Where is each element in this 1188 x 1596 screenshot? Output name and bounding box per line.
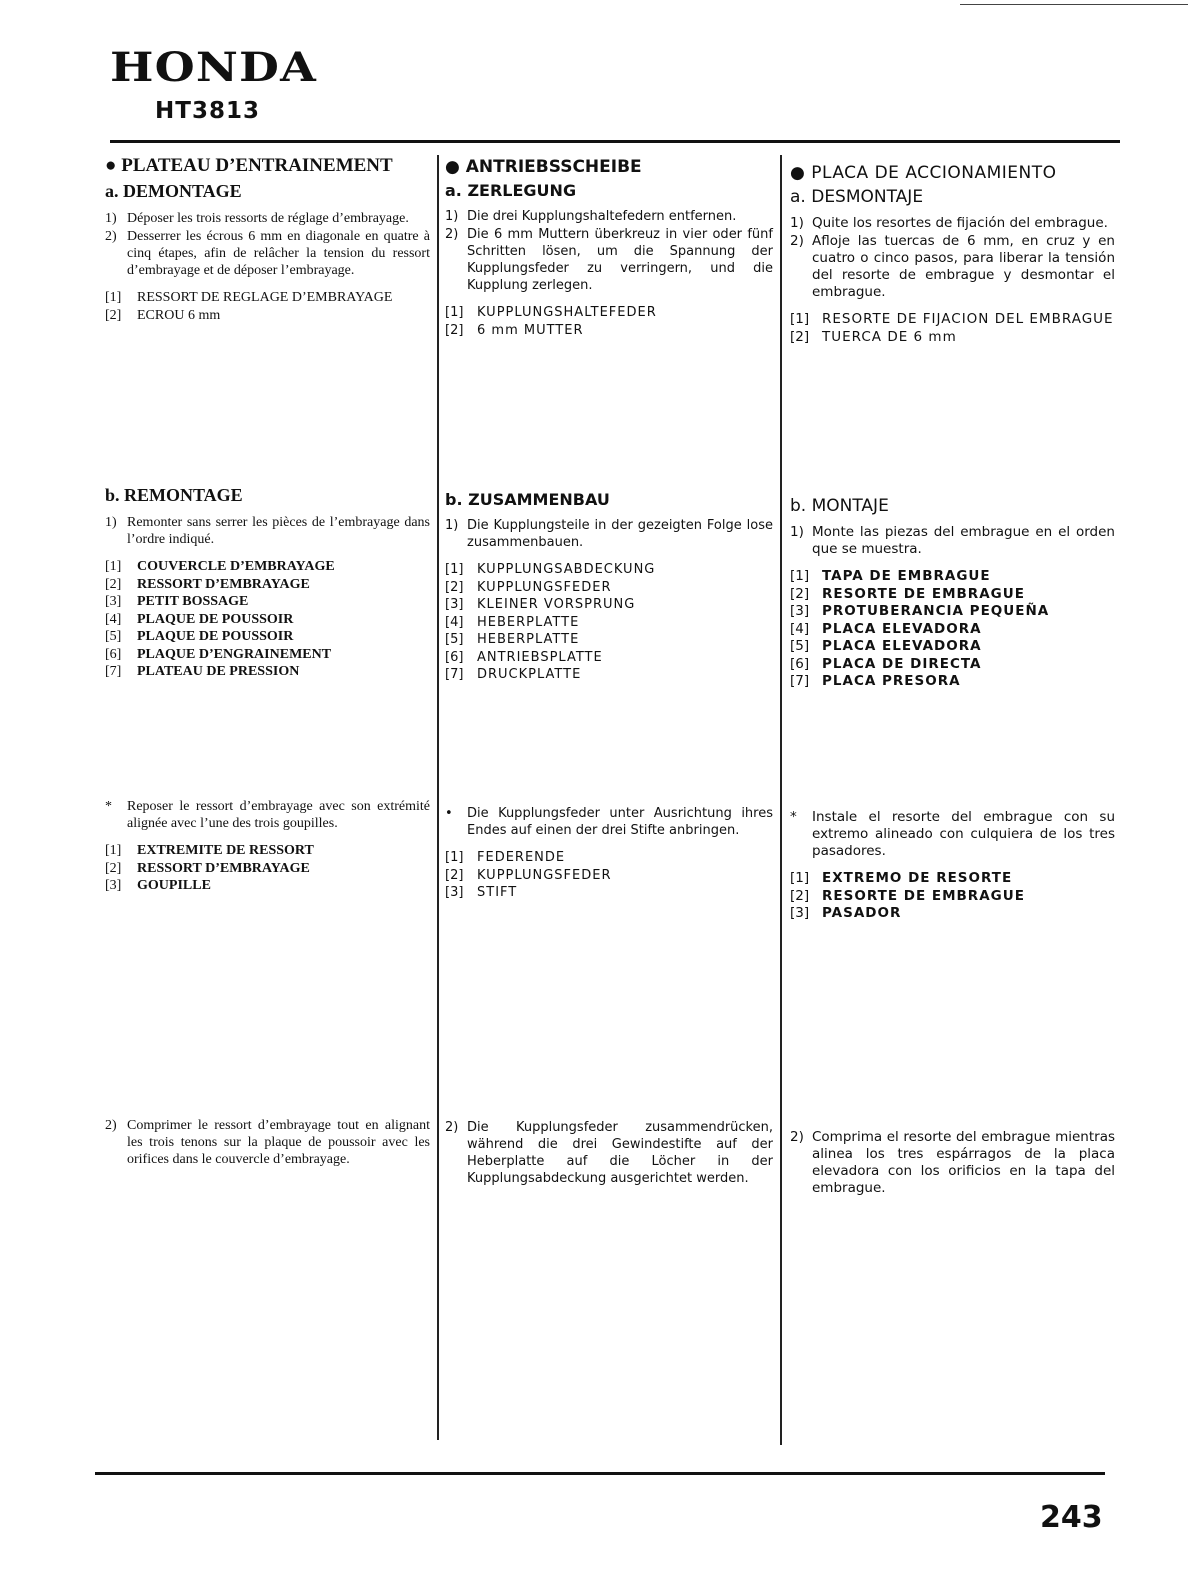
step-text: Comprima el resorte del embrague mientras alinea los tres espárragos de la placa elevadora con los orificios en la tapa del embrague. [812, 1129, 1115, 1196]
step-item [790, 524, 1115, 558]
step-item [445, 208, 773, 225]
reference-item [790, 638, 1115, 656]
section-compress [790, 1129, 1115, 1198]
step-text: Die Kupplungsfeder zusammendrücken, während die drei Gewindestifte auf der Heberplatte auf die Löcher in der Kupplungsabdeckung ausgerichtet werden. [467, 1120, 773, 1186]
section-note [445, 805, 773, 902]
step-number: 1) [445, 209, 459, 224]
header-rule [110, 140, 1120, 143]
reference-item [445, 596, 773, 614]
reference-label: KUPPLUNGSFEDER [477, 579, 612, 595]
reference-item [105, 307, 430, 325]
reference-number: [1] [445, 850, 464, 865]
reference-number: [1] [790, 870, 810, 886]
reference-label: RESORTE DE EMBRAGUE [822, 585, 1025, 602]
reference-item [105, 576, 430, 594]
step-number: 1) [105, 211, 117, 226]
reference-number: [2] [790, 887, 810, 904]
reference-list [445, 304, 773, 339]
reference-label: RESSORT D’EMBRAYAGE [137, 576, 310, 592]
reference-item [445, 867, 773, 885]
note-marker: * [790, 809, 797, 825]
reference-item [105, 558, 430, 576]
reference-item [790, 888, 1115, 906]
reference-item [445, 322, 773, 340]
column-divider-2 [780, 155, 782, 1445]
reference-number: [4] [445, 614, 464, 630]
reference-item [105, 593, 430, 611]
step-text: Die Kupplungsteile in der gezeigten Folge lose zusammenbauen. [467, 518, 773, 550]
step-item [105, 514, 430, 548]
section-assembly [445, 490, 773, 684]
subsection-title: a. DEMONTAGE [105, 181, 242, 201]
section-disassembly [445, 157, 773, 339]
step-item [105, 1117, 430, 1168]
note-text: Reposer le ressort d’embrayage avec son extrémité alignée avec l’une des trois goupilles. [127, 799, 430, 831]
section-compress [445, 1119, 773, 1188]
reference-number: [6] [790, 655, 810, 672]
reference-number: [2] [445, 867, 464, 883]
step-item [445, 226, 773, 294]
reference-label: RESSORT DE REGLAGE D’EMBRAYAGE [137, 290, 393, 305]
reference-number: [2] [790, 585, 810, 602]
note-item [445, 805, 773, 839]
section-assembly [790, 496, 1115, 691]
reference-label: PLACA ELEVADORA [822, 638, 982, 654]
reference-number: [3] [445, 597, 464, 612]
reference-list [445, 849, 773, 902]
reference-label: HEBERPLATTE [477, 632, 580, 647]
subsection-title: b. ZUSAMMENBAU [445, 490, 610, 509]
subsection-title: a. ZERLEGUNG [445, 181, 577, 200]
reference-label: GOUPILLE [137, 878, 211, 893]
reference-item [105, 663, 430, 681]
reference-label: KUPPLUNGSFEDER [477, 867, 612, 883]
reference-label: KLEINER VORSPRUNG [477, 597, 636, 612]
step-item [105, 228, 430, 279]
reference-label: RESORTE DE FIJACION DEL EMBRAGUE [822, 311, 1114, 327]
reference-item [445, 649, 773, 667]
reference-item [790, 870, 1115, 888]
reference-item [445, 304, 773, 322]
step-item [445, 1119, 773, 1187]
step-item [105, 210, 430, 227]
reference-number: [3] [445, 885, 464, 900]
reference-item [790, 586, 1115, 604]
reference-number: [2] [445, 322, 464, 338]
reference-item [105, 646, 430, 664]
reference-number: [2] [105, 576, 122, 592]
note-item [790, 809, 1115, 860]
step-item [790, 1129, 1115, 1197]
reference-label: PLAQUE DE POUSSOIR [137, 629, 294, 644]
reference-item [445, 579, 773, 597]
reference-number: [2] [445, 579, 464, 595]
reference-label: EXTREMITE DE RESSORT [137, 843, 314, 858]
reference-label: TAPA DE EMBRAGUE [822, 568, 991, 584]
reference-number: [1] [790, 568, 810, 584]
step-text: Die 6 mm Muttern überkreuz in vier oder fünf Schritten lösen, um die Spannung der Kupplungsfeder zu verringern, und die Kupplung zerlegen. [467, 227, 773, 293]
subsection-title: b. MONTAJE [790, 496, 889, 516]
section-title: ● PLATEAU D’ENTRAINEMENT [105, 155, 393, 176]
step-number: 1) [445, 518, 459, 533]
reference-item [105, 860, 430, 878]
page-number: 243 [1040, 1500, 1103, 1535]
step-number: 2) [105, 229, 117, 244]
step-number: 2) [790, 233, 804, 249]
reference-label: PLACA PRESORA [822, 673, 961, 689]
reference-label: STIFT [477, 885, 518, 900]
reference-item [445, 849, 773, 867]
note-marker: • [445, 806, 453, 821]
reference-number: [2] [105, 307, 122, 323]
brand-logo: HONDA [110, 44, 317, 91]
reference-number: [3] [790, 603, 810, 619]
reference-label: HEBERPLATTE [477, 614, 580, 630]
reference-label: PLAQUE D’ENGRAINEMENT [137, 646, 332, 662]
section-note [105, 798, 430, 895]
section-compress [105, 1117, 430, 1169]
reference-number: [3] [105, 594, 122, 609]
step-number: 2) [790, 1129, 804, 1145]
section-title: ● ANTRIEBSSCHEIBE [445, 157, 642, 177]
reference-number: [7] [105, 664, 122, 679]
subsection-title: b. REMONTAGE [105, 485, 243, 505]
reference-label: EXTREMO DE RESORTE [822, 870, 1013, 886]
section-assembly [105, 485, 430, 681]
reference-item [790, 905, 1115, 923]
reference-label: RESORTE DE EMBRAGUE [822, 887, 1025, 904]
reference-item [790, 656, 1115, 674]
reference-label: PROTUBERANCIA PEQUEÑA [822, 603, 1050, 619]
reference-label: PLAQUE DE POUSSOIR [137, 611, 294, 627]
reference-label: FEDERENDE [477, 850, 566, 865]
step-text: Déposer les trois ressorts de réglage d’embrayage. [127, 211, 409, 226]
reference-item [790, 311, 1115, 329]
step-text: Comprimer le ressort d’embrayage tout en alignant les trois tenons sur la plaque de poussoir avec les orifices dans le couvercle d’embrayage. [127, 1118, 430, 1167]
reference-label: PLACA ELEVADORA [822, 620, 982, 637]
note-text: Die Kupplungsfeder unter Ausrichtung ihres Endes auf einen der drei Stifte anbringen. [467, 806, 773, 838]
reference-item [790, 568, 1115, 586]
reference-number: [7] [445, 667, 464, 682]
step-number: 1) [105, 515, 117, 530]
step-item [790, 233, 1115, 301]
reference-number: [1] [790, 311, 810, 327]
section-disassembly [105, 155, 430, 324]
reference-number: [4] [790, 620, 810, 637]
step-number: 2) [445, 1120, 459, 1135]
reference-item [105, 842, 430, 860]
step-number: 2) [445, 227, 459, 242]
reference-number: [3] [105, 878, 122, 893]
reference-list [790, 568, 1115, 691]
reference-number: [5] [445, 632, 464, 647]
step-text: Desserrer les écrous 6 mm en diagonale en quatre à cinq étapes, afin de relâcher la tension du ressort d’embrayage et de déposer l’embrayage. [127, 229, 430, 278]
reference-number: [1] [445, 305, 464, 320]
step-text: Quite los resortes de fijación del embrague. [812, 215, 1108, 231]
note-item [105, 798, 430, 832]
step-number: 1) [790, 215, 804, 231]
column-divider-1 [437, 155, 439, 1440]
step-text: Monte las piezas del embrague en el orden que se muestra. [812, 524, 1115, 557]
reference-number: [4] [105, 611, 122, 627]
reference-item [790, 673, 1115, 691]
step-item [445, 517, 773, 551]
step-number: 2) [105, 1118, 117, 1133]
reference-item [790, 329, 1115, 347]
reference-number: [6] [105, 646, 122, 662]
reference-label: TUERCA DE 6 mm [822, 328, 957, 345]
reference-list [790, 311, 1115, 346]
reference-label: KUPPLUNGSHALTEFEDER [477, 305, 657, 320]
reference-list [105, 558, 430, 681]
reference-label: COUVERCLE D’EMBRAYAGE [137, 559, 335, 574]
section-note [790, 809, 1115, 923]
reference-list [445, 561, 773, 684]
reference-item [105, 289, 430, 307]
reference-item [445, 884, 773, 902]
reference-label: ANTRIEBSPLATTE [477, 649, 603, 665]
reference-number: [2] [790, 328, 810, 345]
step-number: 1) [790, 524, 804, 540]
reference-label: PETIT BOSSAGE [137, 594, 249, 609]
reference-list [105, 842, 430, 895]
reference-item [445, 666, 773, 684]
section-title: ● PLACA DE ACCIONAMIENTO [790, 163, 1057, 183]
step-text: Remonter sans serrer les pièces de l’embrayage dans l’ordre indiqué. [127, 515, 430, 547]
reference-item [445, 631, 773, 649]
reference-list [105, 289, 430, 324]
reference-list [790, 870, 1115, 923]
reference-label: PASADOR [822, 905, 902, 921]
reference-number: [7] [790, 673, 810, 689]
reference-number: [1] [105, 843, 122, 858]
reference-item [105, 877, 430, 895]
note-text: Instale el resorte del embrague con su extremo alineado con culquiera de los tres pasadores. [812, 809, 1115, 859]
step-text: Afloje las tuercas de 6 mm, en cruz y en cuatro o cinco pasos, para liberar la tensión del resorte de embrague y desmontar el embrague. [812, 233, 1115, 300]
reference-number: [1] [445, 562, 464, 577]
note-marker: * [105, 799, 112, 814]
reference-number: [1] [105, 559, 122, 574]
reference-label: PLATEAU DE PRESSION [137, 664, 300, 679]
reference-label: 6 mm MUTTER [477, 322, 584, 338]
top-rule [960, 4, 1188, 5]
reference-item [445, 614, 773, 632]
step-text: Die drei Kupplungshaltefedern entfernen. [467, 209, 737, 224]
model-number: HT3813 [155, 98, 260, 124]
reference-number: [2] [105, 860, 122, 876]
reference-number: [5] [105, 629, 122, 644]
reference-number: [3] [790, 905, 810, 921]
reference-number: [5] [790, 638, 810, 654]
reference-label: ECROU 6 mm [137, 307, 221, 323]
reference-number: [6] [445, 649, 464, 665]
reference-label: RESSORT D’EMBRAYAGE [137, 860, 310, 876]
reference-label: KUPPLUNGSABDECKUNG [477, 562, 656, 577]
reference-label: PLACA DE DIRECTA [822, 655, 982, 672]
step-item [790, 215, 1115, 232]
reference-item [790, 621, 1115, 639]
reference-item [445, 561, 773, 579]
reference-item [105, 628, 430, 646]
subsection-title: a. DESMONTAJE [790, 187, 924, 207]
reference-number: [1] [105, 290, 122, 305]
reference-label: DRUCKPLATTE [477, 667, 582, 682]
reference-item [105, 611, 430, 629]
reference-item [790, 603, 1115, 621]
footer-rule [95, 1472, 1105, 1475]
section-disassembly [790, 163, 1115, 346]
